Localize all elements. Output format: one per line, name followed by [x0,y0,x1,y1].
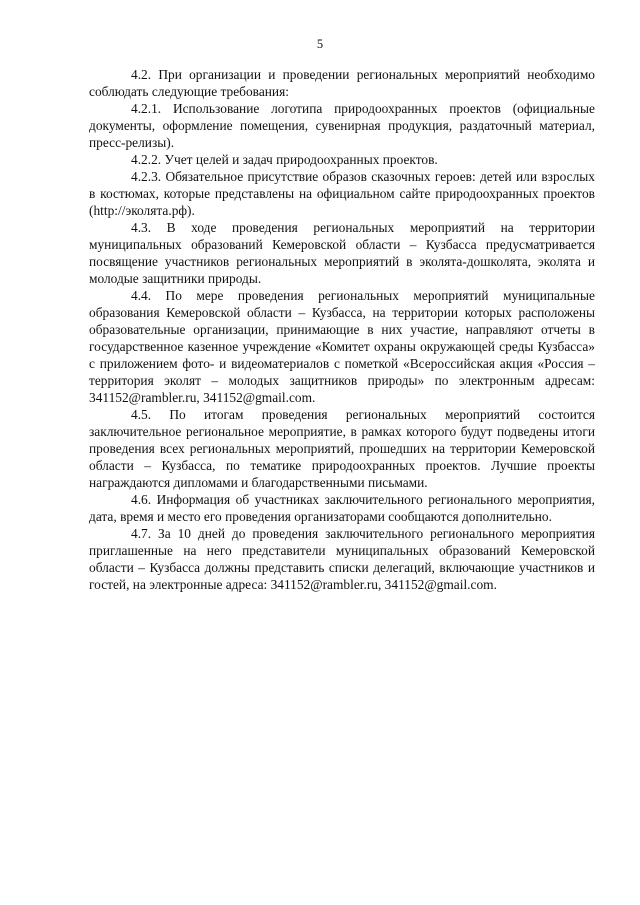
paragraph-4-5: 4.5. По итогам проведения региональных мероприятий состоится заключительное региональное мероприятие, в рамках которого будут подведены итоги проведения всех региональных мероприятий, прошедших на территории Кемеровской области – Кузбасса, по тематике природоохранных проектов. Лучшие проекты награждаются дипломами и благодарственными письмами. [89,407,595,490]
paragraph-4-2-1: 4.2.1. Использование логотипа природоохранных проектов (официальные документы, оформление помещения, сувенирная продукция, раздаточный материал, пресс-релизы). [89,101,595,150]
paragraph-4-2: 4.2. При организации и проведении региональных мероприятий необходимо соблюдать следующие требования: [89,67,595,99]
paragraph-4-4: 4.4. По мере проведения региональных мероприятий муниципальные образования Кемеровской области – Кузбасса, на территории которых расположены образовательные организации, принимающие в них участие, направляют отчеты в государственное казенное учреждение «Комитет охраны окружающей среды Кузбасса» с приложением фото- и видеоматериалов с пометкой «Всероссийская акция «Россия – территория эколят – молодых защитников природы» по электронным адресам: 341152@rambler.ru, 341152@gmail.com. [89,288,595,405]
paragraph-4-2-2: 4.2.2. Учет целей и задач природоохранных проектов. [131,152,438,167]
document-body [89,66,595,593]
paragraph-4-6: 4.6. Информация об участниках заключительного регионального мероприятия, дата, время и место его проведения организаторами сообщаются дополнительно. [89,492,595,524]
paragraph-4-7: 4.7. За 10 дней до проведения заключительного регионального мероприятия приглашенные на него представители муниципальных образований Кемеровской области – Кузбасса должны представить списки делегаций, включающие участников и гостей, на электронные адреса: 341152@rambler.ru, 341152@gmail.com. [89,526,595,592]
page-number: 5 [316,37,324,51]
paragraph-4-3: 4.3. В ходе проведения региональных мероприятий на территории муниципальных образований Кемеровской области – Кузбасса предусматривается посвящение участников региональных мероприятий в эколята-дошколята, эколята и молодые защитники природы. [89,220,595,286]
paragraph-4-2-3: 4.2.3. Обязательное присутствие образов сказочных героев: детей или взрослых в костюмах, которые представлены на официальном сайте природоохранных проектов (http://эколята.рф). [89,169,595,218]
